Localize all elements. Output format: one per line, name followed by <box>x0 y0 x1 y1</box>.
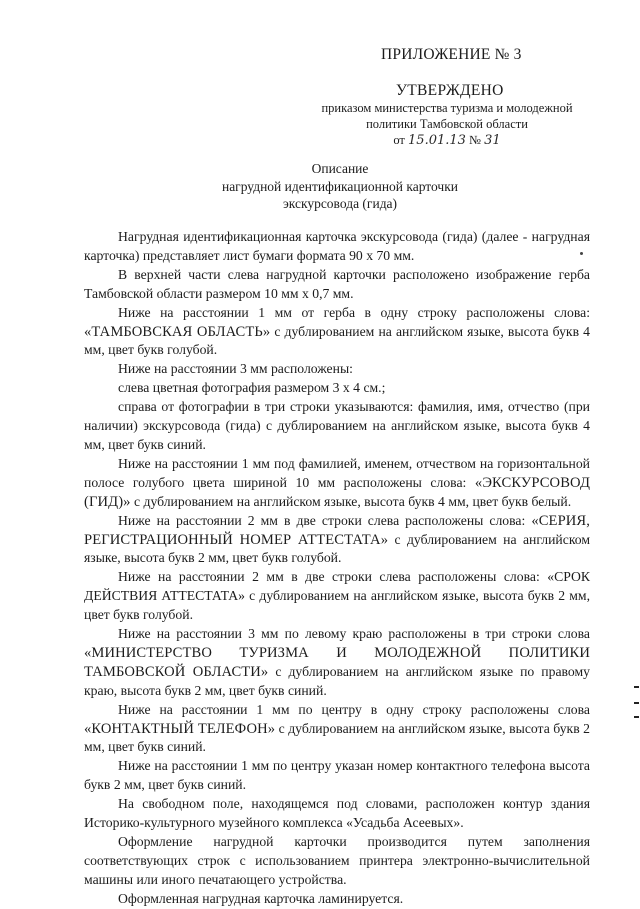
paragraph-text: с дублированием на английском языке, высота букв 2 мм, цвет букв голубой. <box>84 531 591 566</box>
order-block <box>312 100 582 149</box>
scan-edge-mark <box>634 716 639 718</box>
quoted-region-name: «ТАМБОВСКАЯ ОБЛАСТЬ» <box>84 323 271 340</box>
paragraph-region-name <box>84 304 590 361</box>
order-number-handwritten: 31 <box>484 133 501 148</box>
paragraph-text: Ниже на расстоянии 1 мм по центру в одну строку расположены слова <box>118 701 590 717</box>
paragraph-certificate-validity: Ниже на расстоянии 2 мм в две строки слева расположены слова: «СРОК ДЕЙСТВИЯ АТТЕСТАТА» с дублированием на английском языке, высота букв 2 мм, цвет букв голубой. <box>84 569 590 623</box>
paragraph-below-3mm: Ниже на расстоянии 3 мм расположены: <box>118 361 353 377</box>
paragraph-lamination: Оформленная нагрудная карточка ламинируется. <box>118 890 404 906</box>
scan-edge-mark <box>634 686 639 688</box>
approved-label: УТВЕРЖДЕНО <box>396 82 504 99</box>
paragraph-text: с дублированием на английском языке, высота букв 4 мм, цвет букв голубой. <box>84 323 590 358</box>
paragraph-card-format: Нагрудная идентификационная карточка экскурсовода (гида) (далее - нагрудная карточка) представляет лист бумаги формата 90 х 70 мм. <box>84 229 590 263</box>
paragraph-text: с дублированием на английском языке по правому краю, высота букв 2 мм, цвет букв синий. <box>84 663 590 698</box>
paragraph-text: с дублированием на английском языке, высота букв 4 мм, цвет букв белый. <box>133 493 572 509</box>
scan-edge-mark <box>634 702 639 704</box>
paragraph-certificate-number <box>84 512 590 569</box>
document-title <box>160 160 520 213</box>
title-line-3: экскурсовода (гида) <box>282 196 398 211</box>
paragraph-text: Ниже на расстоянии 2 мм в две строки слева расположены слова: <box>118 512 526 528</box>
quoted-guide-label: «ЭКСКУРСОВОД (ГИД)» <box>84 474 590 510</box>
order-from: от <box>393 133 405 147</box>
quoted-ministry-name: «МИНИСТЕРСТВО ТУРИЗМА И МОЛОДЕЖНОЙ ПОЛИТИКИ ТАМБОВСКОЙ ОБЛАСТИ» <box>84 644 590 680</box>
order-no-label: № <box>469 133 481 147</box>
order-line-2: политики Тамбовской области <box>366 117 528 131</box>
order-line-1: приказом министерства туризма и молодежной <box>321 101 573 115</box>
scan-speck <box>580 252 583 255</box>
document-body <box>84 228 590 909</box>
paragraph-text: Ниже на расстоянии 3 мм по левому краю расположены в три строки слова <box>118 626 590 642</box>
appendix-label: ПРИЛОЖЕНИЕ № 3 <box>381 46 522 63</box>
quoted-certificate-number: «СЕРИЯ, РЕГИСТРАЦИОННЫЙ НОМЕР АТТЕСТАТА» <box>84 512 591 548</box>
paragraph-text: с дублированием на английском языке, высота букв 2 мм, цвет букв синий. <box>84 720 590 755</box>
paragraph-text: Ниже на расстоянии 1 мм от герба в одну строку расположены слова: <box>118 304 590 320</box>
paragraph-building-outline: На свободном поле, находящемся под словами, расположен контур здания Историко-культурного музейного комплекса «Усадьба Асеевых». <box>84 796 590 831</box>
paragraph-full-name: справа от фотографии в три строки указываются: фамилия, имя, отчество (при наличии) экскурсовода (гида) с дублированием на английском языке, высота букв 4 мм, цвет букв синий. <box>84 399 590 452</box>
order-line-3 <box>312 132 582 149</box>
paragraph-contact-number: Ниже на расстоянии 1 мм по центру указан номер контактного телефона высота букв 2 мм, цвет букв синий. <box>84 758 590 793</box>
paragraph-contact-label <box>84 701 590 758</box>
paragraph-text: Ниже на расстоянии 1 мм под фамилией, именем, отчеством на горизонтальной полосе голубого цвета шириной 10 мм расположены слова: <box>84 455 590 490</box>
paragraph-emblem: В верхней части слева нагрудной карточки расположено изображение герба Тамбовской области размером 10 мм х 0,7 мм. <box>84 266 590 301</box>
quoted-contact-label: «КОНТАКТНЫЙ ТЕЛЕФОН» <box>84 720 276 737</box>
paragraph-ministry <box>84 625 590 701</box>
title-line-1: Описание <box>311 161 369 176</box>
paragraph-photo: слева цветная фотография размером 3 х 4 см.; <box>118 380 386 396</box>
paragraph-printing: Оформление нагрудной карточки производится путем заполнения соответствующих строк с использованием принтера электронно-вычислительной машины или иного печатающего устройства. <box>84 834 590 887</box>
order-date-handwritten: 15.01.13 <box>408 133 466 148</box>
paragraph-guide-stripe <box>84 455 590 512</box>
title-line-2: нагрудной идентификационной карточки <box>221 178 459 194</box>
